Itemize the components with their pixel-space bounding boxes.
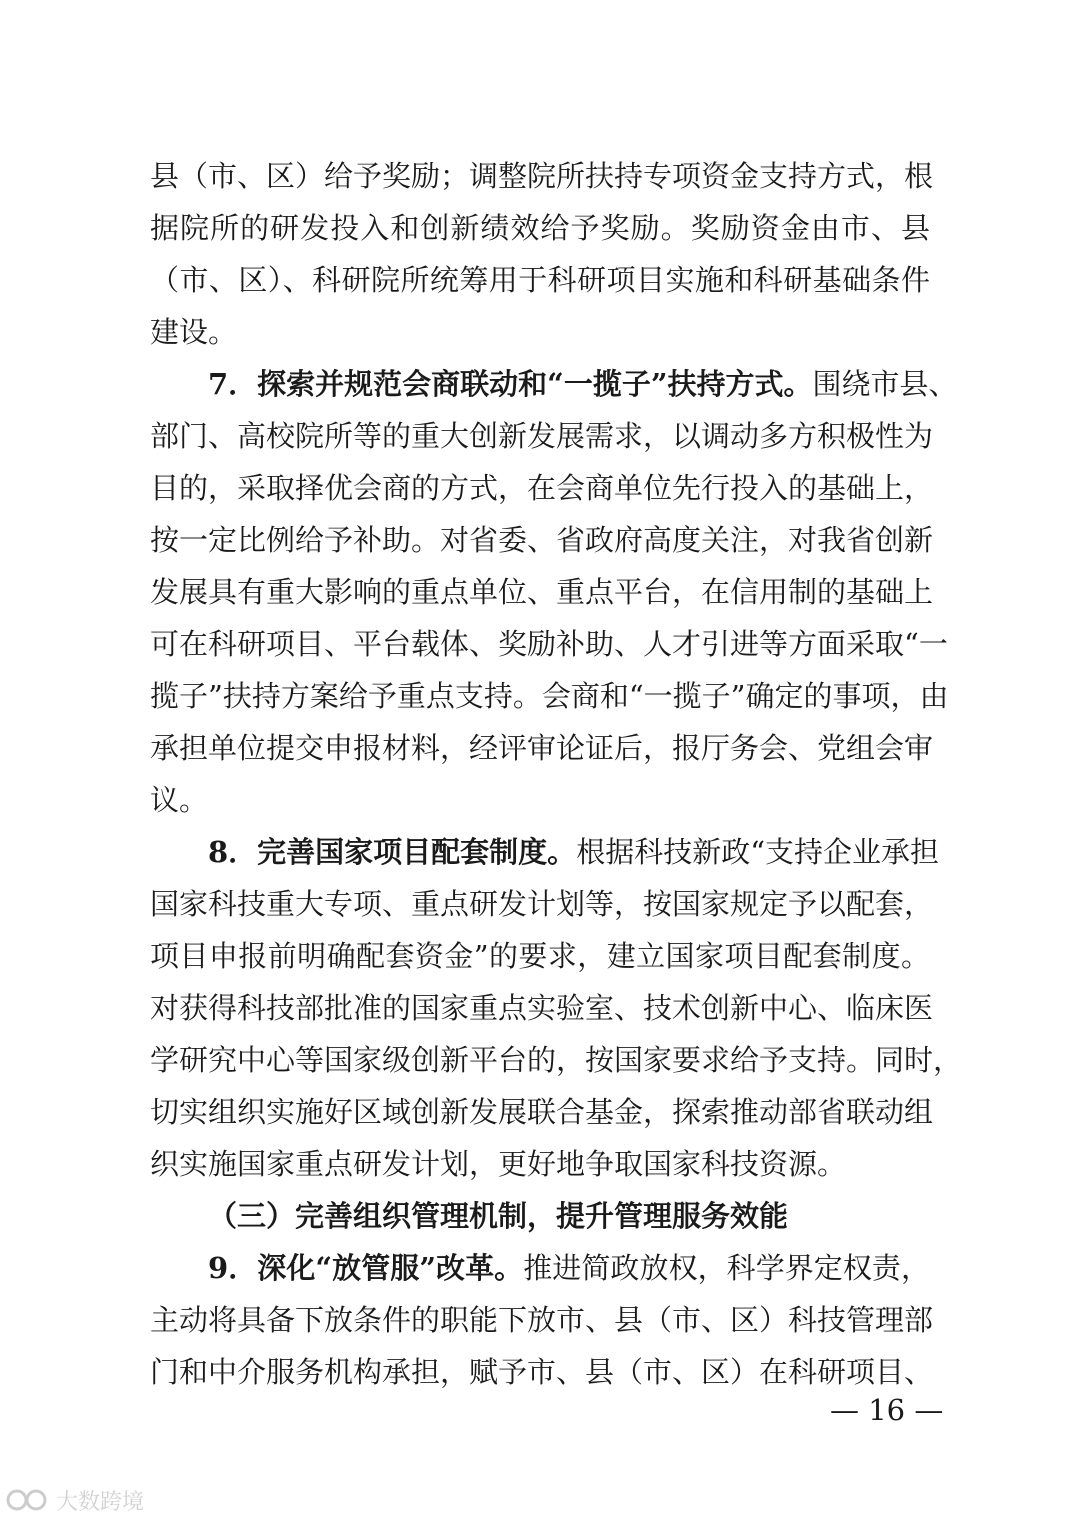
- paragraph-8-line-5: 学研究中心等国家级创新平台的，按国家要求给予支持。同时，: [150, 1043, 963, 1077]
- watermark: [6, 1482, 144, 1518]
- watermark-text: 大数跨境: [56, 1489, 145, 1515]
- paragraph-8-line-1: 根据科技新政“支持企业承担: [576, 835, 940, 869]
- paragraph-intro-line-1: 县（市、区）给予奖励；调整院所扶持专项资金支持方式，根: [150, 159, 934, 193]
- paragraph-8-line-6: 切实组织实施好区域创新发展联合基金，探索推动部省联动组: [150, 1095, 934, 1129]
- paragraph-7-line-9: 议。: [150, 783, 209, 817]
- paragraph-intro-line-4: 建设。: [150, 315, 238, 349]
- paragraph-9-first-line: [150, 1242, 930, 1294]
- paragraph-7-line-4: 按一定比例给予补助。对省委、省政府高度关注，对我省创新: [150, 523, 934, 557]
- paragraph-7-line-6: 可在科研项目、平台载体、奖励补助、人才引进等方面采取“一: [150, 627, 948, 661]
- paragraph-intro-line-3: （市、区）、科研院所统筹用于科研项目实施和科研基础条件: [150, 263, 930, 297]
- paragraph-8-line-4: 对获得科技部批准的国家重点实验室、技术创新中心、临床医: [150, 991, 934, 1025]
- paragraph-9-line-2: 主动将具备下放条件的职能下放市、县（市、区）科技管理部: [150, 1303, 934, 1337]
- paragraph-8-line-7: 织实施国家重点研发计划，更好地争取国家科技资源。: [150, 1147, 847, 1181]
- paragraph-8-line-2: 国家科技重大专项、重点研发计划等，按国家规定予以配套，: [150, 887, 934, 921]
- page-number: — 16 —: [830, 1393, 944, 1427]
- paragraph-intro-line-2: 据院所的研发投入和创新绩效给予奖励。奖励资金由市、县: [150, 211, 930, 245]
- paragraph-7-line-3: 目的，采取择优会商的方式，在会商单位先行投入的基础上，: [150, 471, 934, 505]
- paragraph-7-line-5: 发展具有重大影响的重点单位、重点平台，在信用制的基础上: [150, 575, 934, 609]
- paragraph-8-title: 8．完善国家项目配套制度。: [208, 835, 577, 869]
- paragraph-9-line-1: 推进简政放权，科学界定权责，: [523, 1251, 930, 1285]
- paragraph-7-first-line: [150, 358, 958, 410]
- paragraph-7-title: 7．探索并规范会商联动和“一揽子”扶持方式。: [208, 367, 813, 401]
- paragraph-7-line-7: 揽子”扶持方案给予重点支持。会商和“一揽子”确定的事项，由: [150, 679, 949, 713]
- document-body: [150, 150, 963, 1398]
- paragraph-8-line-3: 项目申报前明确配套资金”的要求，建立国家项目配套制度。: [150, 939, 930, 973]
- paragraph-7-line-2: 部门、高校院所等的重大创新发展需求，以调动多方积极性为: [150, 419, 934, 453]
- paragraph-7-line-8: 承担单位提交申报材料，经评审论证后，报厅务会、党组会审: [150, 731, 934, 765]
- paragraph-9-title: 9．深化“放管服”改革。: [208, 1251, 524, 1285]
- paragraph-9-line-3: 门和中介服务机构承担，赋予市、县（市、区）在科研项目、: [150, 1355, 934, 1389]
- section-3-heading: （三）完善组织管理机制，提升管理服务效能: [208, 1199, 789, 1233]
- paragraph-8-first-line: [150, 826, 940, 878]
- paragraph-7-line-1: 围绕市县、: [812, 367, 958, 401]
- watermark-logo-icon: [6, 1487, 50, 1513]
